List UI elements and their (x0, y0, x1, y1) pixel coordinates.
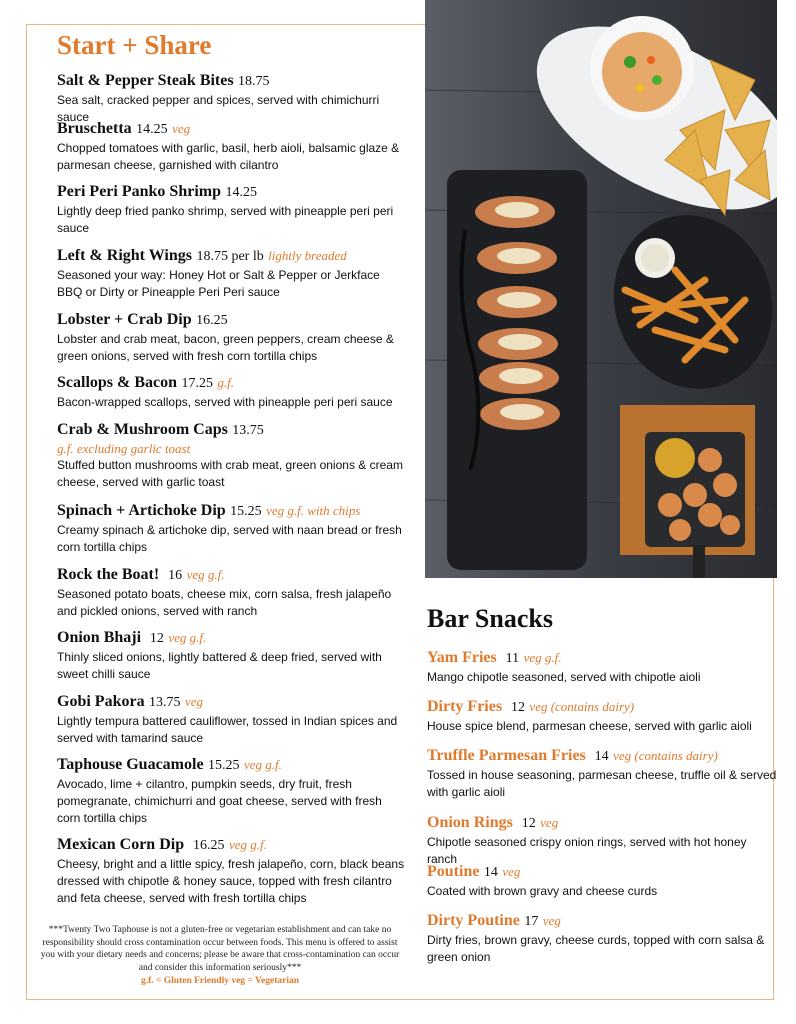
food-photo (425, 0, 777, 578)
item-description: Sea salt, cracked pepper and spices, served with chimichurri sauce (57, 93, 380, 124)
item-name: Peri Peri Panko Shrimp (57, 183, 221, 200)
menu-item (427, 648, 777, 686)
item-description: Lightly tempura battered cauliflower, tossed in Indian spices and served with tamarind sauce (57, 714, 398, 745)
menu-item (427, 862, 777, 900)
menu-item (427, 746, 777, 801)
item-description: Mango chipotle seasoned, served with chipotle aioli (427, 670, 701, 684)
menu-item (57, 835, 407, 907)
item-diet-tag: veg (542, 913, 561, 928)
item-name: Taphouse Guacamole (57, 756, 204, 773)
menu-item (57, 692, 407, 747)
menu-item (57, 246, 407, 301)
item-description: Bacon-wrapped scallops, served with pineapple peri peri sauce (57, 395, 393, 409)
item-price: 17 (524, 914, 539, 929)
item-price: 16.25 (196, 313, 228, 328)
item-name: Dirty Fries (427, 698, 503, 715)
item-name: Onion Rings (427, 814, 513, 831)
section-heading-start-share: Start + Share (57, 30, 212, 60)
item-name: Onion Bhaji (57, 629, 142, 646)
item-price: 11 (505, 651, 520, 666)
menu-item (427, 813, 777, 868)
item-description: Dirty fries, brown gravy, cheese curds, topped with corn salsa & green onion (427, 933, 765, 964)
item-description: Seasoned your way: Honey Hot or Salt & Pepper or Jerkface BBQ or Dirty or Pineapple Peri Peri sauce (57, 268, 380, 299)
item-price: 15.25 (208, 758, 240, 773)
item-name: Yam Fries (427, 649, 497, 666)
item-diet-tag: veg g.f. with chips (266, 503, 361, 518)
item-name: Truffle Parmesan Fries (427, 747, 586, 764)
item-description: Chipotle seasoned crispy onion rings, served with hot honey ranch (427, 835, 747, 866)
item-price: 14.25 (225, 185, 257, 200)
menu-item (427, 911, 777, 966)
item-description: Lightly deep fried panko shrimp, served with pineapple peri peri sauce (57, 204, 394, 235)
item-diet-tag: veg g.f. (228, 837, 267, 852)
menu-item (57, 420, 407, 491)
allergen-disclaimer: ***Twenty Two Taphouse is not a gluten-free or vegetarian establishment and can take no responsibility should cross contamination occur between foods. This menu is offered to assist you with your dietary needs and concerns; please be aware that cross-contamination can occur and consider this information seriously*** (40, 925, 400, 973)
item-description: Coated with brown gravy and cheese curds (427, 884, 658, 898)
item-name: Lobster + Crab Dip (57, 311, 192, 328)
item-diet-tag: veg g.f. (243, 757, 282, 772)
item-description: House spice blend, parmesan cheese, served with garlic aioli (427, 719, 752, 733)
item-price: 15.25 (230, 504, 262, 519)
menu-item (57, 373, 407, 411)
item-name: Rock the Boat! (57, 566, 160, 583)
item-price: 12 (521, 816, 536, 831)
item-name: Bruschetta (57, 120, 132, 137)
item-price: 18.75 (238, 74, 270, 89)
item-description: Creamy spinach & artichoke dip, served with naan bread or fresh corn tortilla chips (57, 523, 402, 554)
diet-legend: g.f. = Gluten Friendly veg = Vegetarian (140, 976, 300, 986)
item-price: 14 (483, 865, 498, 880)
item-description: Thinly sliced onions, lightly battered & deep fried, served with sweet chilli sauce (57, 650, 382, 681)
item-diet-tag: veg (184, 694, 204, 709)
item-name: Dirty Poutine (427, 912, 520, 929)
item-diet-tag: veg g.f. (186, 567, 225, 582)
item-name: Poutine (427, 863, 480, 880)
item-name: Spinach + Artichoke Dip (57, 502, 226, 519)
item-diet-tag: veg g.f. (523, 650, 562, 665)
item-diet-note: g.f. excluding garlic toast (57, 441, 191, 456)
item-diet-tag: veg (502, 864, 521, 879)
item-description: Cheesy, bright and a little spicy, fresh jalapeño, corn, black beans dressed with chipotle & honey sauce, topped with fresh cilantro and feta cheese, served with fresh tortilla chips (57, 857, 405, 905)
item-name: Crab & Mushroom Caps (57, 421, 228, 438)
item-description: Stuffed button mushrooms with crab meat, green onions & cream cheese, served with garlic toast (57, 458, 403, 489)
item-price: 16 (168, 568, 183, 583)
item-description: Lobster and crab meat, bacon, green peppers, cream cheese & green onions, served with fresh corn tortilla chips (57, 332, 394, 363)
item-name: Gobi Pakora (57, 693, 145, 710)
item-name: Scallops & Bacon (57, 374, 178, 391)
item-diet-tag: veg (172, 121, 191, 136)
item-price: 17.25 (181, 376, 213, 391)
item-description: Tossed in house seasoning, parmesan cheese, truffle oil & served with garlic aioli (427, 768, 777, 799)
item-price: 14 (594, 749, 609, 764)
menu-item (57, 628, 407, 683)
item-diet-tag: veg g.f. (168, 630, 207, 645)
menu-item (57, 119, 407, 174)
item-price: 16.25 (193, 838, 225, 853)
item-description: Seasoned potato boats, cheese mix, corn salsa, fresh jalapeño and pickled onions, served with ranch (57, 587, 392, 618)
section-heading-bar-snacks: Bar Snacks (427, 604, 553, 633)
item-price: 13.75 (232, 423, 264, 438)
item-diet-tag: g.f. (217, 375, 235, 390)
menu-item (57, 310, 407, 365)
menu-item (427, 697, 777, 735)
item-price: 12 (510, 700, 525, 715)
item-description: Avocado, lime + cilantro, pumpkin seeds, dry fruit, fresh pomegranate, chimichurri and goat cheese, served with fresh corn tortilla chips (57, 777, 382, 825)
item-price: 18.75 per lb (196, 249, 264, 264)
menu-item (57, 565, 407, 620)
menu-item (57, 755, 407, 827)
item-name: Salt & Pepper Steak Bites (57, 72, 234, 89)
menu-item (57, 71, 407, 126)
item-diet-tag: lightly breaded (268, 248, 347, 263)
item-name: Mexican Corn Dip (57, 836, 185, 853)
item-diet-tag: veg (540, 815, 559, 830)
item-description: Chopped tomatoes with garlic, basil, herb aioli, balsamic glaze & parmesan cheese, garnished with cilantro (57, 141, 400, 172)
item-diet-tag: veg (contains dairy) (529, 699, 635, 714)
item-price: 12 (149, 631, 164, 646)
item-diet-tag: veg (contains dairy) (613, 748, 718, 763)
item-price: 14.25 (136, 122, 168, 137)
item-name: Left & Right Wings (57, 247, 192, 264)
menu-item (57, 182, 407, 237)
menu-item (57, 501, 407, 556)
item-price: 13.75 (149, 695, 181, 710)
